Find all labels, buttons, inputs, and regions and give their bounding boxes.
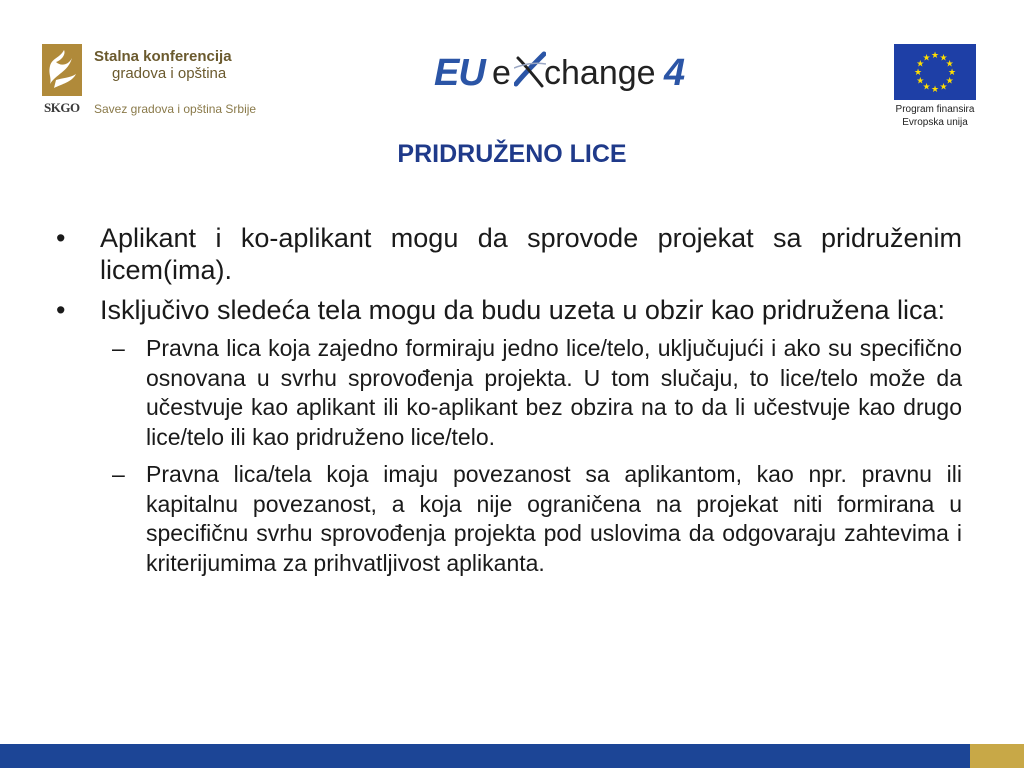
eu-caption-line1: Program finansira [895, 104, 975, 115]
bullet-marker: • [56, 223, 66, 253]
skgo-name-line2: gradova i opština [112, 65, 227, 82]
eux-number-text: 4 [664, 52, 686, 94]
eu-flag-icon [894, 44, 976, 100]
eu-star-icon: ★ [939, 81, 948, 92]
eu-caption-line2: Evropska unija [902, 117, 968, 128]
eu-star-icon: ★ [947, 67, 957, 77]
eu-star-icon: ★ [916, 75, 925, 86]
eu-star-icon: ★ [930, 50, 940, 60]
subbullet-marker: – [112, 335, 125, 361]
bullet-marker: • [56, 295, 66, 325]
eux-e-text: e [492, 54, 511, 92]
eu-star-icon: ★ [913, 67, 923, 77]
bullet-text: Aplikant i ko-aplikant mogu da sprovode projekat sa pridruženim licem(ima). [100, 223, 962, 285]
bullet-text: Isključivo sledeća tela mogu da budu uzeta u obzir kao pridružena lica: [100, 295, 945, 325]
subbullet-marker: – [112, 461, 125, 487]
footer-bar-blue [0, 744, 970, 768]
bullet-item [56, 222, 962, 286]
eu-star-icon: ★ [945, 75, 954, 86]
eux-eu-text: EU [434, 52, 485, 94]
eu-star-icon: ★ [930, 84, 940, 94]
skgo-name-line1: Stalna konferencija [94, 48, 232, 65]
eu-exchange-logo [432, 44, 700, 104]
eu-star-icon: ★ [922, 81, 931, 92]
skgo-name [94, 48, 232, 82]
footer-bar-gold [970, 744, 1024, 768]
eux-change-text: change [544, 54, 656, 92]
skgo-subtitle: Savez gradova i opština Srbije [94, 102, 257, 116]
skgo-logo [42, 44, 282, 124]
eu-funding-logo [892, 44, 978, 134]
subbullet-text: Pravna lica/tela koja imaju povezanost sa aplikantom, kao npr. pravnu ili kapitalnu povezanost, a koja nije ograničena na projekat niti formirana u specifičnu svrhu sprovođenja projekta pod uslovima da odgovaraju zahtevima i kriterijumima za prihvatljivost aplikanta. [146, 461, 962, 576]
subbullet-item [112, 334, 962, 452]
eu-star-icon: ★ [945, 58, 954, 69]
bullet-item [56, 294, 962, 326]
subbullet-text: Pravna lica koja zajedno formiraju jedno lice/telo, uključujući i ako su specifično osnovana u svrhu sprovođenja projekta. U tom slučaju, to lice/telo može da učestvuje kao aplikant ili ko-aplikant bez obzira na to da li učestvuje kao drugo lice/telo ili kao pridruženo lice/telo. [146, 335, 962, 450]
subbullet-item [112, 460, 962, 578]
eu-star-icon: ★ [922, 52, 931, 63]
exchange-swoosh-icon [514, 50, 546, 90]
skgo-abbreviation: SKGO [44, 100, 80, 115]
eu-star-icon: ★ [939, 52, 948, 63]
slide-body [56, 222, 962, 586]
eu-star-icon: ★ [916, 58, 925, 69]
slide-title: PRIDRUŽENO LICE [397, 140, 627, 168]
